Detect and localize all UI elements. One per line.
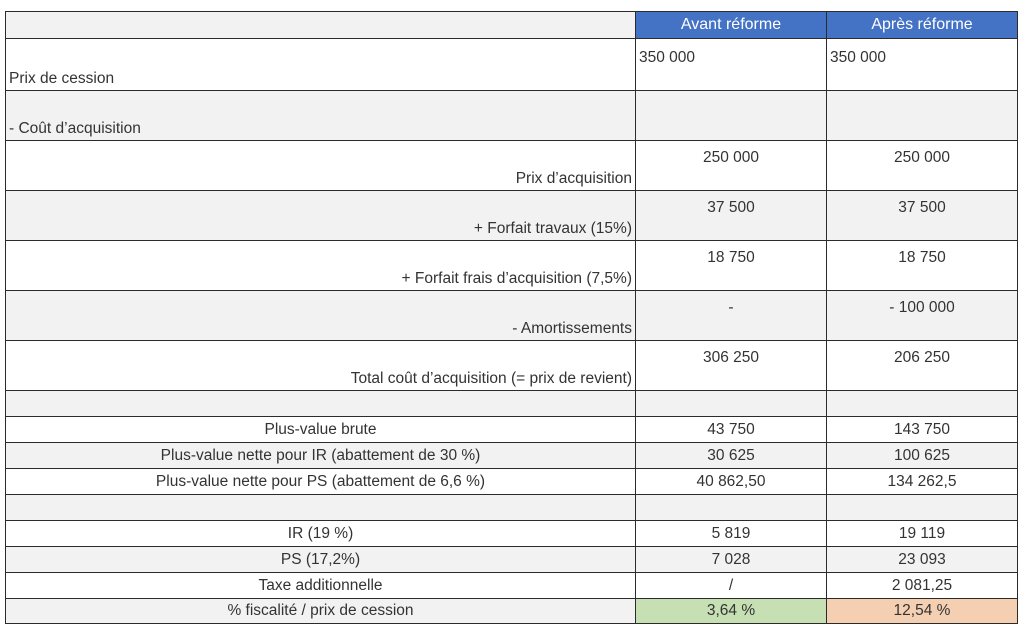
value-apres: 18 750 — [827, 241, 1018, 291]
row-label: Plus-value nette pour PS (abattement de 6,6 %) — [6, 469, 636, 495]
value-apres: 100 625 — [827, 443, 1018, 469]
value-avant — [636, 91, 827, 141]
header-apres-reforme: Après réforme — [827, 12, 1018, 39]
row-label: % fiscalité / prix de cession — [6, 599, 636, 624]
row-label: Total coût d’acquisition (= prix de revient) — [6, 341, 636, 391]
value-apres: 206 250 — [827, 341, 1018, 391]
row-total-cout — [6, 341, 1018, 391]
empty-cell — [6, 495, 636, 521]
row-label: Prix d’acquisition — [6, 141, 636, 191]
row-label: - Coût d’acquisition — [6, 91, 636, 141]
value-apres: 134 262,5 — [827, 469, 1018, 495]
row-label: + Forfait frais d’acquisition (7,5%) — [6, 241, 636, 291]
row-label: Plus-value brute — [6, 417, 636, 443]
row-label: Taxe additionnelle — [6, 573, 636, 599]
value-apres-highlight: 12,54 % — [827, 599, 1018, 624]
value-apres: 23 093 — [827, 547, 1018, 573]
row-label: + Forfait travaux (15%) — [6, 191, 636, 241]
value-avant: / — [636, 573, 827, 599]
row-label: IR (19 %) — [6, 521, 636, 547]
empty-cell — [6, 391, 636, 417]
header-avant-reforme: Avant réforme — [636, 12, 827, 39]
row-pourcentage-fiscalite — [6, 599, 1018, 624]
row-prix-de-cession — [6, 39, 1018, 91]
value-apres: 350 000 — [827, 39, 1018, 91]
value-avant: 43 750 — [636, 417, 827, 443]
value-apres: 250 000 — [827, 141, 1018, 191]
row-ir — [6, 521, 1018, 547]
value-avant: 306 250 — [636, 341, 827, 391]
empty-cell — [636, 495, 827, 521]
value-avant: 18 750 — [636, 241, 827, 291]
value-avant: 250 000 — [636, 141, 827, 191]
header-row — [6, 12, 1018, 39]
row-plus-value-ps — [6, 469, 1018, 495]
row-spacer — [6, 391, 1018, 417]
value-avant: 37 500 — [636, 191, 827, 241]
empty-cell — [636, 391, 827, 417]
value-apres: 143 750 — [827, 417, 1018, 443]
row-spacer — [6, 495, 1018, 521]
value-avant: 350 000 — [636, 39, 827, 91]
row-label: Plus-value nette pour IR (abattement de 30 %) — [6, 443, 636, 469]
value-apres — [827, 91, 1018, 141]
row-forfait-frais — [6, 241, 1018, 291]
header-blank-cell — [6, 12, 636, 39]
value-apres: - 100 000 — [827, 291, 1018, 341]
row-ps — [6, 547, 1018, 573]
value-apres: 37 500 — [827, 191, 1018, 241]
value-avant: 7 028 — [636, 547, 827, 573]
empty-cell — [827, 391, 1018, 417]
row-cout-acquisition — [6, 91, 1018, 141]
value-avant: 5 819 — [636, 521, 827, 547]
row-taxe-additionnelle — [6, 573, 1018, 599]
row-plus-value-brute — [6, 417, 1018, 443]
value-apres: 2 081,25 — [827, 573, 1018, 599]
empty-cell — [827, 495, 1018, 521]
row-plus-value-ir — [6, 443, 1018, 469]
value-avant-highlight: 3,64 % — [636, 599, 827, 624]
value-avant: 30 625 — [636, 443, 827, 469]
value-avant: 40 862,50 — [636, 469, 827, 495]
value-apres: 19 119 — [827, 521, 1018, 547]
row-forfait-travaux — [6, 191, 1018, 241]
row-label: - Amortissements — [6, 291, 636, 341]
row-label: Prix de cession — [6, 39, 636, 91]
row-prix-acquisition — [6, 141, 1018, 191]
row-label: PS (17,2%) — [6, 547, 636, 573]
row-amortissements — [6, 291, 1018, 341]
value-avant: - — [636, 291, 827, 341]
comparison-table — [5, 11, 1018, 624]
